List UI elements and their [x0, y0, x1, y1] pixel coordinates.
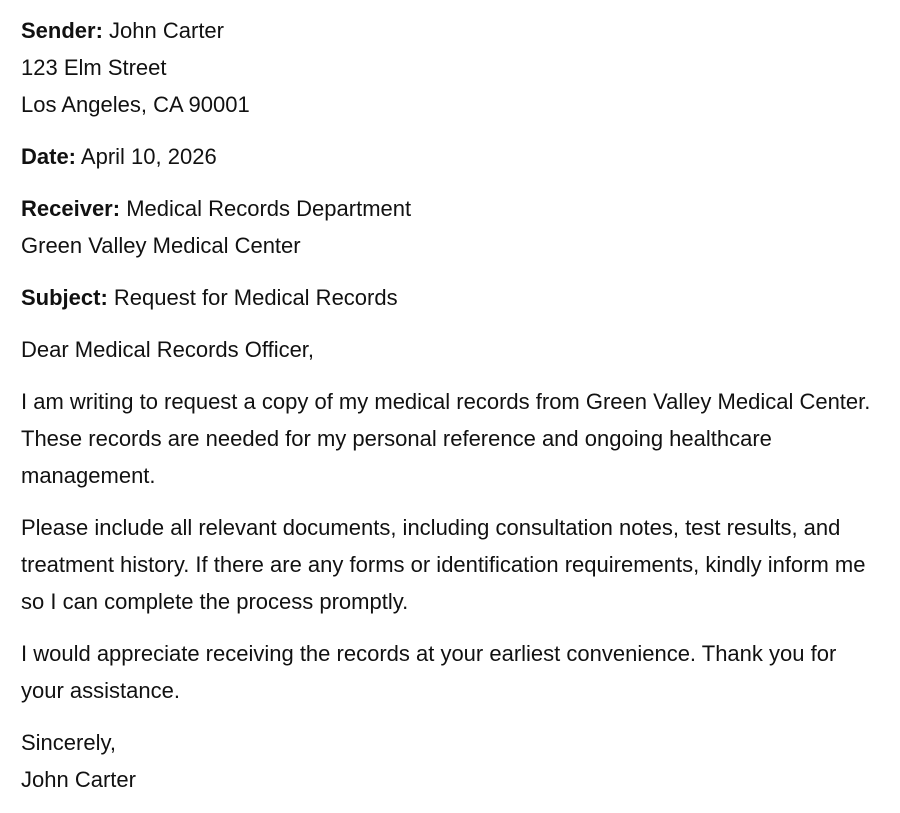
salutation: Dear Medical Records Officer,: [21, 337, 315, 362]
sender-address-line1: 123 Elm Street: [21, 55, 167, 80]
receiver-line: [21, 190, 881, 227]
date-block: [21, 138, 881, 175]
date-value: April 10, 2026: [80, 144, 217, 169]
sender-line: [21, 12, 881, 49]
body-paragraph-3: I would appreciate receiving the records at your earliest convenience. Thank you for your assistance.: [21, 641, 837, 703]
valediction: Sincerely,: [21, 730, 116, 755]
subject-block: [21, 279, 881, 316]
date-label: Date:: [21, 144, 77, 169]
closing-block: [21, 724, 881, 798]
signature-name: John Carter: [21, 767, 136, 792]
receiver-label: Receiver:: [21, 196, 121, 221]
subject-value: Request for Medical Records: [113, 285, 398, 310]
sender-label: Sender:: [21, 18, 103, 43]
sender-block: [21, 12, 881, 123]
letter-document: [21, 12, 881, 813]
sender-address-line2: Los Angeles, CA 90001: [21, 92, 250, 117]
sender-name: John Carter: [109, 18, 224, 43]
receiver-block: [21, 190, 881, 264]
receiver-name: Medical Records Department: [126, 196, 412, 221]
receiver-organization: Green Valley Medical Center: [21, 233, 301, 258]
subject-line: [21, 279, 881, 316]
date-line: [21, 138, 881, 175]
body-paragraph-1: I am writing to request a copy of my medical records from Green Valley Medical Center. These records are needed for my personal reference and ongoing healthcare management.: [21, 389, 871, 488]
body-paragraph-2: Please include all relevant documents, including consultation notes, test results, and treatment history. If there are any forms or identification requirements, kindly inform me so I can complete the process promptly.: [21, 515, 866, 614]
subject-label: Subject:: [21, 285, 108, 310]
